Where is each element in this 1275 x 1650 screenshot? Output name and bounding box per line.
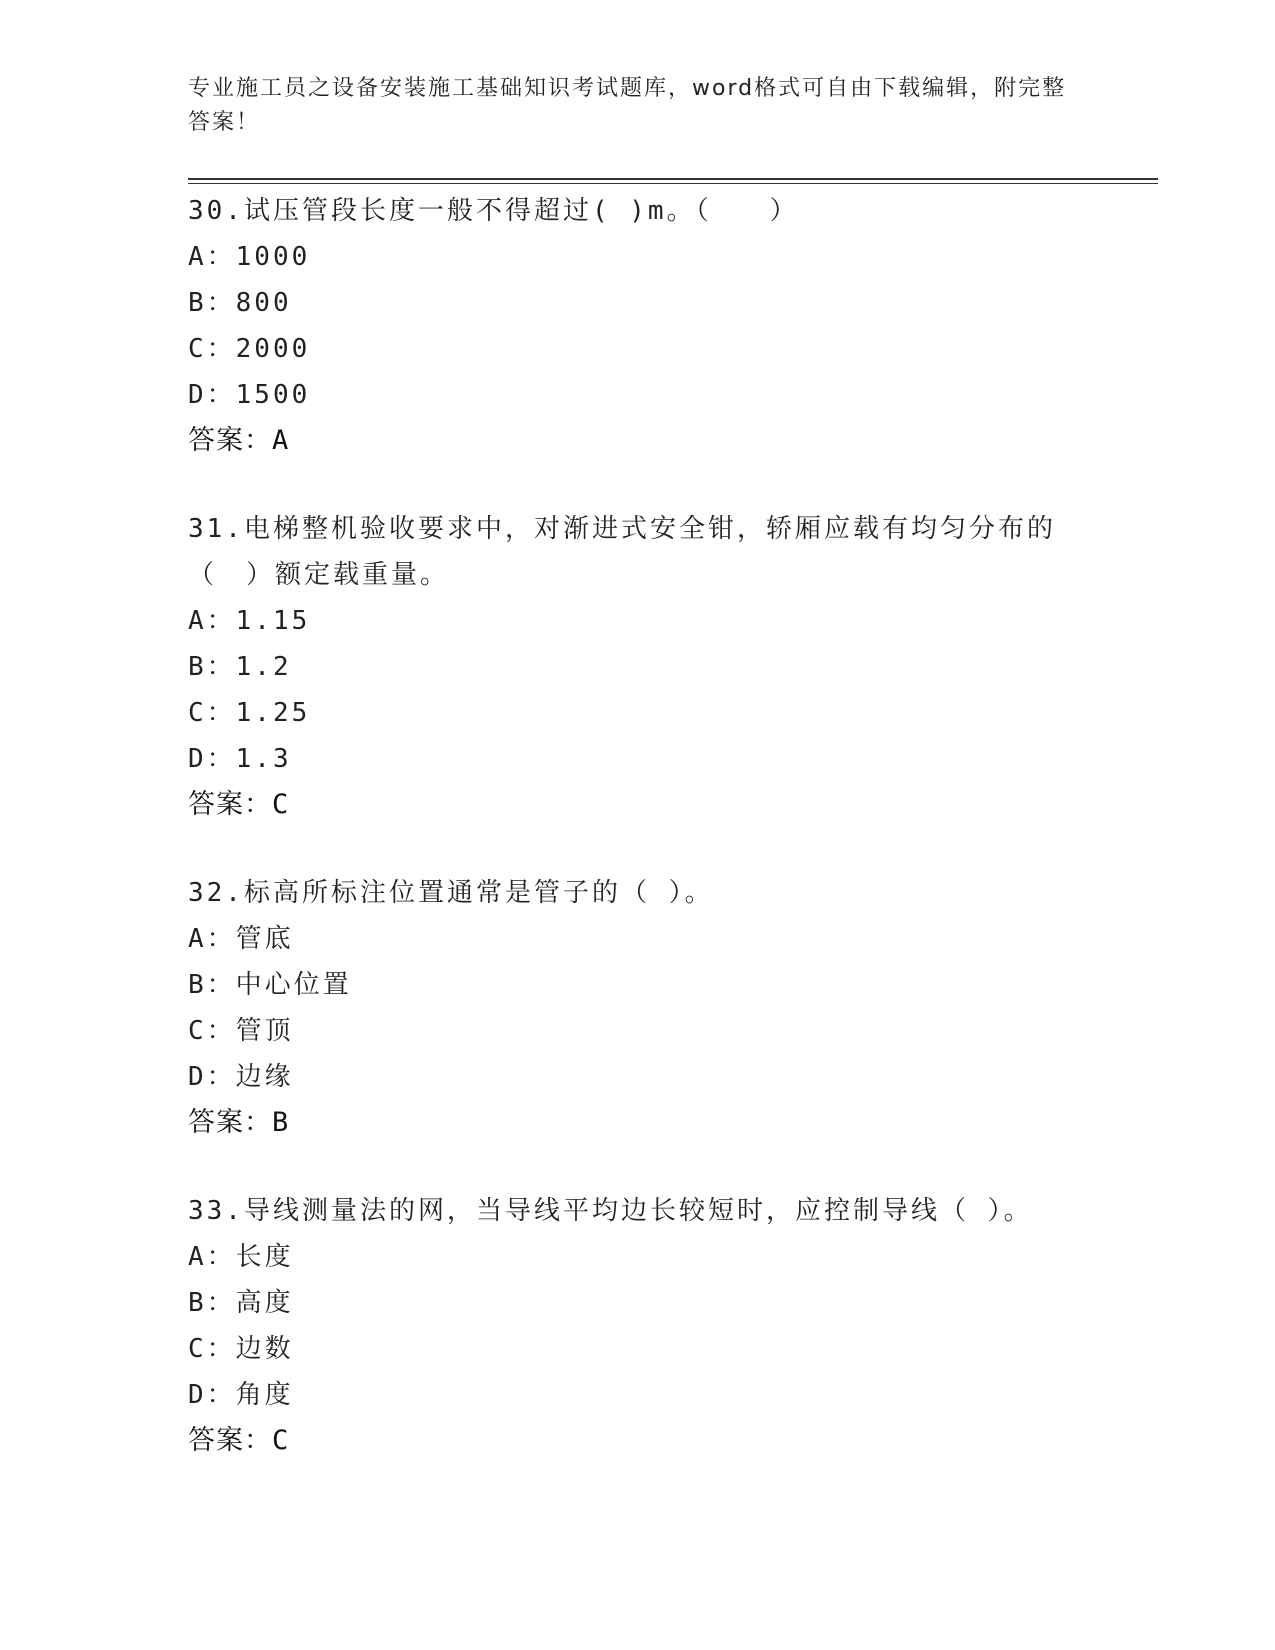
option-b: B：中心位置 bbox=[188, 970, 352, 1000]
answer-label: 答案： bbox=[188, 789, 272, 820]
question-stem: 31.电梯整机验收要求中，对渐进式安全钳，轿厢应载有均匀分布的（ ）额定载重量。 bbox=[188, 514, 1056, 590]
answer-value: C bbox=[272, 1425, 290, 1456]
question-stem: 32.标高所标注位置通常是管子的（ ）。 bbox=[188, 878, 714, 908]
answer-value: B bbox=[272, 1107, 290, 1138]
option-b: B：800 bbox=[188, 288, 292, 318]
option-c: C：1.25 bbox=[188, 698, 311, 728]
answer-label: 答案： bbox=[188, 425, 272, 456]
option-d: D：边缘 bbox=[188, 1062, 294, 1092]
option-b: B：1.2 bbox=[188, 652, 292, 682]
question-32 bbox=[188, 870, 1088, 1146]
header-divider-thick bbox=[188, 178, 1158, 180]
header-divider-thin bbox=[188, 183, 1158, 184]
document-header: 专业施工员之设备安装施工基础知识考试题库，word格式可自由下载编辑，附完整答案！ bbox=[188, 76, 1067, 135]
option-d: D：角度 bbox=[188, 1380, 294, 1410]
question-30 bbox=[188, 188, 1088, 464]
option-a: A：长度 bbox=[188, 1242, 294, 1272]
answer-value: A bbox=[272, 425, 290, 456]
answer-label: 答案： bbox=[188, 1107, 272, 1138]
option-a: A：1.15 bbox=[188, 606, 311, 636]
question-stem: 30.试压管段长度一般不得超过( )m。（ ） bbox=[188, 196, 799, 226]
answer-line bbox=[188, 1100, 1088, 1146]
answer-line bbox=[188, 1418, 1088, 1464]
option-c: C：管顶 bbox=[188, 1016, 294, 1046]
answer-value: C bbox=[272, 789, 290, 820]
question-31 bbox=[188, 506, 1088, 828]
question-stem: 33.导线测量法的网，当导线平均边长较短时，应控制导线（ ）。 bbox=[188, 1196, 1033, 1226]
option-a: A：1000 bbox=[188, 242, 311, 272]
option-c: C：2000 bbox=[188, 334, 311, 364]
option-d: D：1.3 bbox=[188, 744, 292, 774]
option-c: C：边数 bbox=[188, 1334, 294, 1364]
answer-line bbox=[188, 782, 1088, 828]
answer-label: 答案： bbox=[188, 1425, 272, 1456]
question-list bbox=[188, 188, 1088, 1506]
option-b: B：高度 bbox=[188, 1288, 294, 1318]
option-a: A：管底 bbox=[188, 924, 294, 954]
answer-line bbox=[188, 418, 1088, 464]
option-d: D：1500 bbox=[188, 380, 311, 410]
question-33 bbox=[188, 1188, 1088, 1464]
